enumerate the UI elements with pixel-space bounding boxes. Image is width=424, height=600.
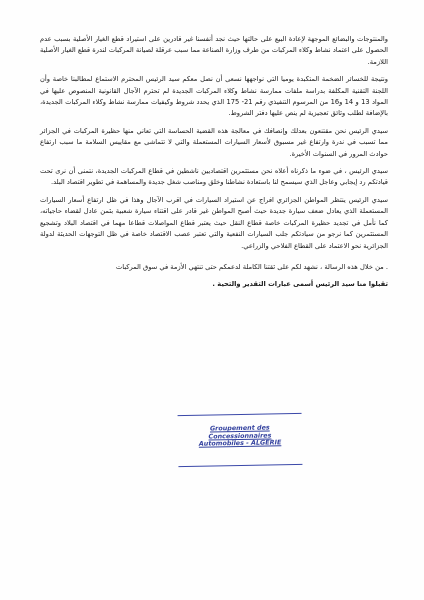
paragraph-losses: ونتيجة للخسائر الضخمة المتكبدة يوميا التي نواجهها نسعى أن نصل معكم سيد الرئيس المحترم الاستماع لمطالبنا خاصة وأن اللجنة التقنية المكلفة بدراسة ملفات ممارسة نشاط وكلاء المركبات الجديدة لم تحترم الآجال القانونية المنصوص عليها في المواد 13 و 14 و16 من المرسوم التنفيذي رقم 21- 175 الذي يحدد شروط وكيفيات ممارسة نشاط وكلاء المركبات الجديدة، بالإضافة لطلب وثائق تعجيزية لم ينص عليها دفتر الشروط. xyxy=(40,75,389,118)
paragraph-citizens: سيدي الرئيس ينتظر المواطن الجزائري افراج عن استيراد السيارات في اقرب الآجال وهذا في ظل ارتفاع أسعار السيارات المستعملة الذي يعادل ضعف سيارة جديدة حيث أصبح المواطن غير قادر على اقتناء سيارة شعبية بثمن عادل لقضاء حاجياته، كما نأمل في تجديد حظيرة المركبات خاصة قطاع النقل حيث يعتبر قطاع المواصلات قطاعا مهما في اقتصاد البلاد وتشجيع المستثمرين كما نرجو من سيادتكم جلب السيارات النفعية والتي تعتبر عصب الاقتصاد خاصة في ظل التوجهات الحديثة لدولة الجزائرية نحو الاعتماد على القطاع الفلاحي والزراعي. xyxy=(40,195,388,250)
stamp-line-2: Automobiles - ALGERIE xyxy=(198,438,282,448)
sign-off-line: تقبلوا منا سيد الرئيس أسمى عبارات التقدير والتحية . xyxy=(212,280,388,289)
closing-line: . من خلال هذه الرسالة ، نشهد لكم على ثقتنا الكاملة لدعمكم حتى تنتهي الأزمة في سوق المركبات xyxy=(115,262,388,271)
paragraph-fleet: سيدي الرئيس نحن مقتنعون بعدلك وإنصافك في معالجة هذه القضية الحساسة التي تعاني منها حظيرة المركبات في الجزائر مما تسبب في ندرة وارتفاع غير مسبوق لأسعار السيارات المستعملة والتي لا تتماشى مع مقاييس السلامة ما سبب ارتفاع حوادث المرور في السنوات الأخيرة. xyxy=(40,126,388,158)
letter-body xyxy=(40,34,388,297)
paragraph-spare-parts: والمنتوجات والبضائع الموجهة لإعادة البيع على حالتها حيث نجد أنفسنا غير قادرين على استيراد قطع الغيار الأصلية بسبب عدم الحصول على اعتماد نشاط وكلاء المركبات من طرف وزارة الصناعة مما سبب عرقلة لصيانة المركبات لندرة قطع الغيار الأصلية اللازمة. xyxy=(40,35,388,66)
paragraph-investors: سيدي الرئيس ، في ضوء ما ذكرناه أعلاه نحن مستثمرين اقتصاديين ناشطين في قطاع المركبات الجديدة، نتمنى أن نرى تحت قيادتكم رد إيجابي وعاجل الذي سيسمح لنا باستعادة نشاطنا وخلق ومناصب شغل جديدة والمساهمة في تطوير اقتصاد البلد. xyxy=(40,167,388,187)
association-stamp xyxy=(178,413,303,467)
stamp-line-1: Groupement des Concessionnaires xyxy=(208,423,272,441)
